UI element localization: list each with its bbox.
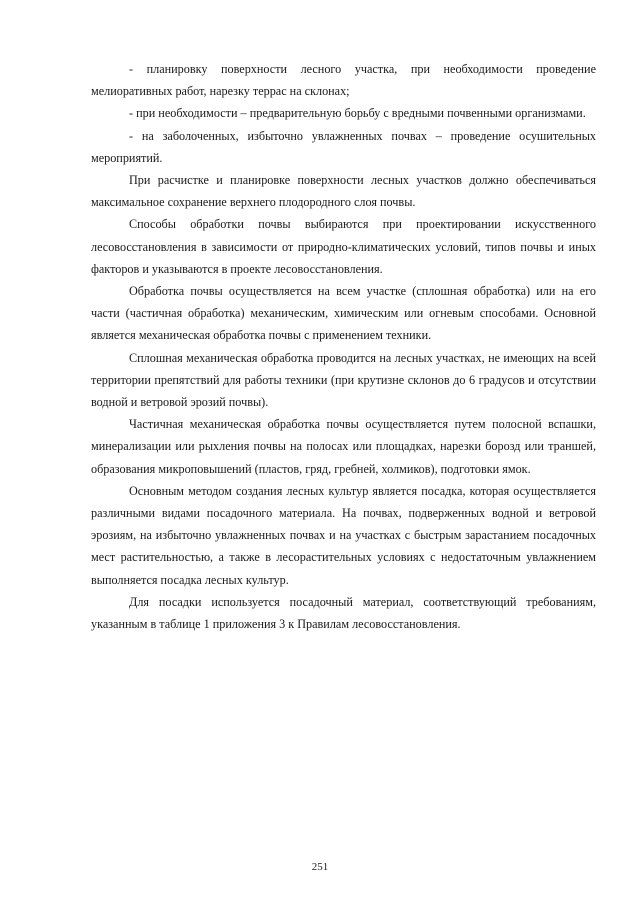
paragraph-planting-material: Для посадки используется посадочный материал, соответствующий требованиям, указанным в таблице 1 приложения 3 к Правилам лесовосстановления. [91, 594, 596, 632]
page-number: 251 [311, 861, 329, 873]
paragraph-tillage-types: Обработка почвы осуществляется на всем участке (сплошная обработка) или на его части (частичная обработка) механическим, химическим или огневым способами. Основной является механическая обработка почвы с применением техники. [91, 284, 596, 343]
paragraph-planting-method: Основным методом создания лесных культур является посадка, которая осуществляется различными видами посадочного материала. На почвах, подверженных водной и ветровой эрозиям, на избыточно увлажненных почвах и на участках с быстрым зарастанием посадочных мест растительностью, а также в лесорастительных условиях с недостаточным увлажнением выполняется посадка лесных культур. [91, 483, 596, 587]
paragraph-partial-tillage: Частичная механическая обработка почвы осуществляется путем полосной вспашки, минерализации или рыхления почвы на полосах или площадках, нарезки борозд или траншей, образования микроповышений (пластов, гряд, гребней, холмиков), подготовки ямок. [91, 417, 596, 476]
paragraph-continuous-tillage: Сплошная механическая обработка проводится на лесных участках, не имеющих на всей территории препятствий для работы техники (при крутизне склонов до 6 градусов и отсутствии водной и ветровой эрозий почвы). [91, 350, 596, 410]
paragraph-clearing: При расчистке и планировке поверхности лесных участков должно обеспечиваться максимальное сохранение верхнего плодородного слоя почвы. [91, 173, 596, 210]
paragraph-bullet-pest-control: - при необходимости – предварительную борьбу с вредными почвенными организмами. [129, 106, 586, 121]
paragraph-bullet-drainage: - на заболоченных, избыточно увлажненных почвах – проведение осушительных мероприятий. [91, 128, 596, 165]
body-text [91, 58, 596, 635]
paragraph-bullet-planning: - планировку поверхности лесного участка, при необходимости проведение мелиоративных работ, нарезку террас на склонах; [91, 62, 596, 99]
paragraph-tillage-methods: Способы обработки почвы выбираются при проектировании искусственного лесовосстановления в зависимости от природно-климатических условий, типов почвы и иных факторов и указываются в проекте лесовосстановления. [91, 217, 596, 276]
